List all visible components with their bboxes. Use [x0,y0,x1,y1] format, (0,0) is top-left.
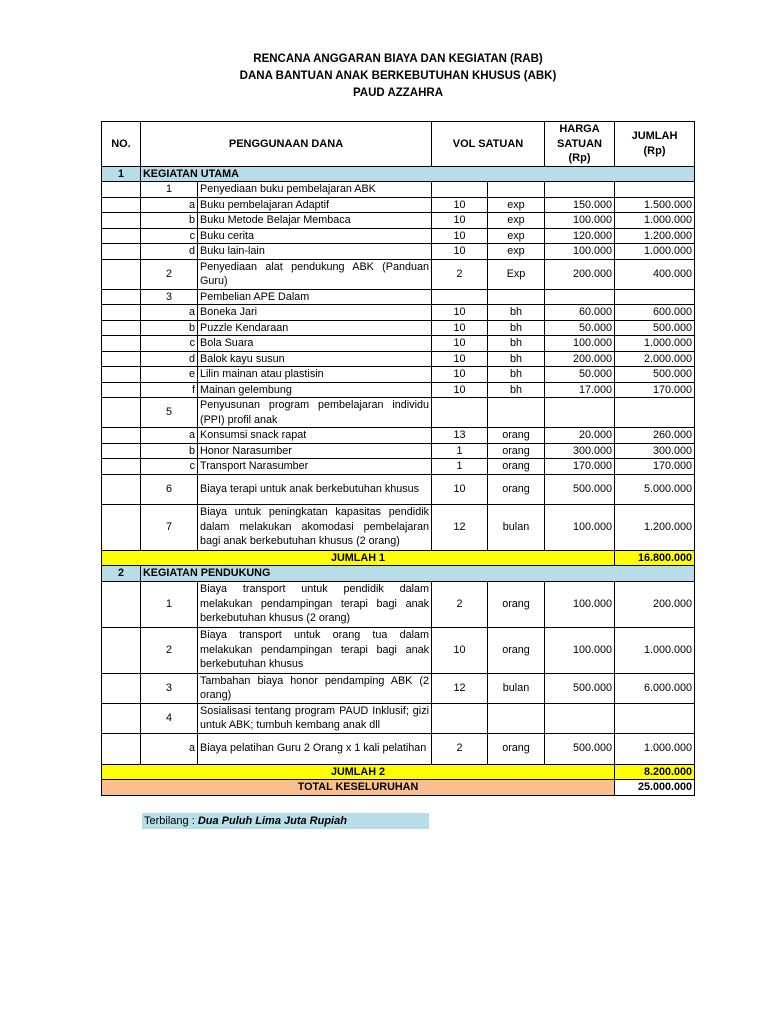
header-penggunaan-dana: PENGGUNAAN DANA [141,122,432,167]
section-header-row [102,166,695,182]
item-sub-letter: b [141,320,198,336]
item-sub-letter: f [141,382,198,398]
item-description: Biaya transport untuk pendidik dalam melakukan pendampingan terapi bagi anak berkebutuhan khusus (2 orang) [198,581,432,627]
item-amount [615,398,695,428]
item-unit-price: 500.000 [545,673,615,703]
section-header-row [102,566,695,582]
item-amount: 600.000 [615,305,695,321]
header-no: NO. [102,122,141,167]
item-unit: orang [488,459,545,475]
row-no-cell [102,703,141,733]
header-harga-line-2: SATUAN [556,137,602,150]
grand-total-label: TOTAL KESELURUHAN [102,780,615,796]
item-amount: 500.000 [615,320,695,336]
table-row [102,627,695,673]
item-volume: 2 [432,581,488,627]
item-description: Boneka Jari [198,305,432,321]
table-row [102,504,695,550]
item-description: Tambahan biaya honor pendamping ABK (2 orang) [198,673,432,703]
item-amount: 1.000.000 [615,244,695,260]
title-line-3: PAUD AZZAHRA [352,87,444,99]
item-amount: 1.000.000 [615,336,695,352]
table-row [102,305,695,321]
item-unit [488,289,545,305]
item-description: Penyusunan program pembelajaran individu (PPI) profil anak [198,398,432,428]
item-amount [615,289,695,305]
item-unit: orang [488,428,545,444]
header-jumlah [615,122,695,167]
item-description: Penyediaan buku pembelajaran ABK [198,182,432,198]
item-unit-price: 100.000 [545,504,615,550]
table-row [102,382,695,398]
item-description: Balok kayu susun [198,351,432,367]
item-amount: 1.000.000 [615,213,695,229]
table-row [102,228,695,244]
terbilang-label: Terbilang : [144,815,198,827]
item-description: Buku lain-lain [198,244,432,260]
item-number: 1 [141,581,198,627]
document-title [0,51,768,102]
item-volume: 10 [432,627,488,673]
item-unit [488,703,545,733]
row-no-cell [102,428,141,444]
row-no-cell [102,336,141,352]
row-no-cell [102,182,141,198]
item-amount: 1.200.000 [615,228,695,244]
item-volume: 10 [432,305,488,321]
item-unit [488,398,545,428]
item-unit: bulan [488,504,545,550]
subtotal-row [102,764,695,780]
table-row [102,259,695,289]
table-row [102,182,695,198]
item-number: 3 [141,673,198,703]
item-amount: 260.000 [615,428,695,444]
item-unit-price: 50.000 [545,320,615,336]
row-no-cell [102,305,141,321]
item-sub-letter: e [141,367,198,383]
item-sub-letter: a [141,197,198,213]
header-jumlah-line-1: JUMLAH [631,130,678,143]
table-row [102,336,695,352]
item-unit-price: 150.000 [545,197,615,213]
row-no-cell [102,289,141,305]
item-unit: orang [488,581,545,627]
grand-total-value: 25.000.000 [615,780,695,796]
item-unit-price [545,182,615,198]
item-unit: Exp [488,259,545,289]
section-title: KEGIATAN PENDUKUNG [141,566,695,582]
terbilang-value: Dua Puluh Lima Juta Rupiah [197,815,347,827]
subtotal-value: 8.200.000 [615,764,695,780]
item-description: Sosialisasi tentang program PAUD Inklusif; gizi untuk ABK; tumbuh kembang anak dll [198,703,432,733]
item-unit: bh [488,320,545,336]
item-number: 1 [141,182,198,198]
item-unit-price: 500.000 [545,474,615,504]
item-amount: 2.000.000 [615,351,695,367]
section-number: 1 [102,166,141,182]
item-sub-letter: c [141,459,198,475]
item-amount: 6.000.000 [615,673,695,703]
item-volume: 10 [432,474,488,504]
header-jumlah-line-2: (Rp) [643,144,666,157]
table-row [102,581,695,627]
item-sub-letter: d [141,351,198,367]
table-row [102,351,695,367]
table-row [102,443,695,459]
item-unit: bh [488,305,545,321]
item-sub-letter: b [141,443,198,459]
header-harga-line-3: (Rp) [568,152,591,164]
item-amount: 500.000 [615,367,695,383]
item-amount: 1.000.000 [615,627,695,673]
item-amount: 400.000 [615,259,695,289]
item-unit-price: 500.000 [545,733,615,764]
item-description: Biaya pelatihan Guru 2 Orang x 1 kali pelatihan [198,733,432,764]
item-volume: 2 [432,259,488,289]
item-description: Bola Suara [198,336,432,352]
item-unit-price: 100.000 [545,213,615,229]
item-description: Puzzle Kendaraan [198,320,432,336]
row-no-cell [102,228,141,244]
item-volume: 12 [432,504,488,550]
item-amount [615,182,695,198]
table-row [102,367,695,383]
table-row [102,320,695,336]
item-unit: orang [488,627,545,673]
table-row [102,733,695,764]
item-amount: 200.000 [615,581,695,627]
item-amount: 300.000 [615,443,695,459]
subtotal-label: JUMLAH 1 [102,550,615,566]
header-harga-line-1: HARGA [559,123,600,135]
item-description: Mainan gelembung [198,382,432,398]
item-unit-price: 100.000 [545,627,615,673]
item-description: Biaya terapi untuk anak berkebutuhan khusus [198,474,432,504]
table-header-row [102,122,695,167]
item-description: Pembelian APE Dalam [198,289,432,305]
item-sub-letter: a [141,305,198,321]
item-description: Buku pembelajaran Adaptif [198,197,432,213]
item-volume: 10 [432,367,488,383]
table-row [102,474,695,504]
grand-total-row [102,780,695,796]
item-unit [488,182,545,198]
item-volume [432,398,488,428]
item-volume: 10 [432,351,488,367]
title-line-2: DANA BANTUAN ANAK BERKEBUTUHAN KHUSUS (ABK) [239,70,557,82]
budget-table [101,121,695,796]
item-volume: 10 [432,197,488,213]
row-no-cell [102,244,141,260]
item-description: Penyediaan alat pendukung ABK (Panduan Guru) [198,259,432,289]
subtotal-value: 16.800.000 [615,550,695,566]
item-sub-letter: d [141,244,198,260]
row-no-cell [102,320,141,336]
item-description: Biaya untuk peningkatan kapasitas pendidik dalam melakukan akomodasi pembelajaran bagi anak berkebutuhan khusus (2 orang) [198,504,432,550]
item-unit-price: 60.000 [545,305,615,321]
row-no-cell [102,398,141,428]
row-no-cell [102,581,141,627]
item-sub-letter: a [141,428,198,444]
item-volume: 10 [432,228,488,244]
table-row [102,459,695,475]
table-row [102,673,695,703]
row-no-cell [102,367,141,383]
item-unit-price: 100.000 [545,244,615,260]
item-sub-letter: c [141,228,198,244]
table-row [102,197,695,213]
subtotal-label: JUMLAH 2 [102,764,615,780]
item-unit-price: 120.000 [545,228,615,244]
item-amount: 170.000 [615,382,695,398]
row-no-cell [102,474,141,504]
item-volume: 1 [432,443,488,459]
item-volume: 10 [432,244,488,260]
item-volume: 10 [432,320,488,336]
item-description: Buku cerita [198,228,432,244]
item-volume [432,289,488,305]
item-description: Lilin mainan atau plastisin [198,367,432,383]
item-sub-letter: a [141,733,198,764]
row-no-cell [102,382,141,398]
item-amount: 5.000.000 [615,474,695,504]
table-row [102,244,695,260]
item-unit: exp [488,244,545,260]
item-sub-letter: c [141,336,198,352]
item-unit-price: 170.000 [545,459,615,475]
subtotal-row [102,550,695,566]
item-unit: exp [488,228,545,244]
item-volume: 12 [432,673,488,703]
item-unit: bh [488,351,545,367]
item-description: Honor Narasumber [198,443,432,459]
item-unit-price [545,703,615,733]
table-row [102,428,695,444]
item-volume: 10 [432,382,488,398]
row-no-cell [102,459,141,475]
item-unit: exp [488,197,545,213]
item-amount: 1.200.000 [615,504,695,550]
row-no-cell [102,197,141,213]
item-description: Transport Narasumber [198,459,432,475]
item-unit-price: 20.000 [545,428,615,444]
row-no-cell [102,213,141,229]
item-unit-price: 100.000 [545,336,615,352]
table-row [102,703,695,733]
item-unit-price: 100.000 [545,581,615,627]
item-number: 4 [141,703,198,733]
item-volume: 10 [432,336,488,352]
item-unit-price: 200.000 [545,351,615,367]
row-no-cell [102,351,141,367]
item-volume [432,703,488,733]
item-unit: bh [488,367,545,383]
item-amount: 1.000.000 [615,733,695,764]
table-row [102,213,695,229]
item-unit: bh [488,336,545,352]
item-description: Konsumsi snack rapat [198,428,432,444]
item-description: Buku Metode Belajar Membaca [198,213,432,229]
item-amount: 170.000 [615,459,695,475]
item-unit: orang [488,474,545,504]
row-no-cell [102,443,141,459]
item-unit-price: 200.000 [545,259,615,289]
item-unit: bh [488,382,545,398]
item-number: 6 [141,474,198,504]
item-unit-price: 300.000 [545,443,615,459]
item-sub-letter: b [141,213,198,229]
row-no-cell [102,627,141,673]
item-volume [432,182,488,198]
row-no-cell [102,504,141,550]
item-number: 3 [141,289,198,305]
table-row [102,398,695,428]
terbilang-box [142,813,429,829]
item-number: 2 [141,259,198,289]
row-no-cell [102,733,141,764]
item-number: 2 [141,627,198,673]
section-number: 2 [102,566,141,582]
item-volume: 10 [432,213,488,229]
item-volume: 2 [432,733,488,764]
header-vol-satuan: VOL SATUAN [432,122,545,167]
item-unit-price: 17.000 [545,382,615,398]
item-volume: 13 [432,428,488,444]
item-description: Biaya transport untuk orang tua dalam melakukan pendampingan terapi bagi anak berkebutuhan khusus [198,627,432,673]
section-title: KEGIATAN UTAMA [141,166,695,182]
item-unit-price: 50.000 [545,367,615,383]
item-unit: orang [488,443,545,459]
item-unit-price [545,398,615,428]
table-row [102,289,695,305]
item-amount: 1.500.000 [615,197,695,213]
item-number: 5 [141,398,198,428]
header-harga-satuan [545,122,615,167]
row-no-cell [102,259,141,289]
item-amount [615,703,695,733]
item-unit: orang [488,733,545,764]
title-line-1: RENCANA ANGGARAN BIAYA DAN KEGIATAN (RAB) [253,53,543,65]
item-volume: 1 [432,459,488,475]
item-number: 7 [141,504,198,550]
row-no-cell [102,673,141,703]
item-unit: bulan [488,673,545,703]
item-unit-price [545,289,615,305]
item-unit: exp [488,213,545,229]
